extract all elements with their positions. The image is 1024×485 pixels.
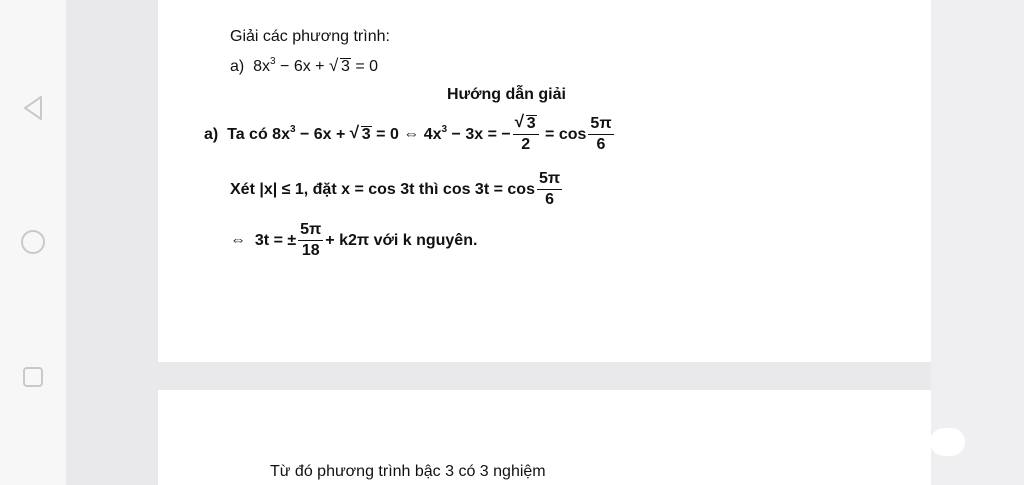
square-recents-icon [22, 366, 44, 388]
back-nav-button[interactable] [20, 95, 46, 121]
exponent: 3 [270, 56, 276, 67]
document-page-2 [158, 390, 931, 485]
problem-a [230, 58, 378, 76]
iff-symbol: ⇔ [230, 232, 246, 249]
right-margin [931, 0, 1024, 485]
fraction-5pi-over-6: $\frac{5\pi}{6}$ [590, 115, 612, 154]
fraction-5pi-over-18: $\frac{5\pi}{18}$ [300, 221, 322, 260]
solution-line-1: a) Ta có $8x^3 - 6x$ + √ 3 = 0 ⇔ $4x^3 - 3x$ = − √ 3 2 = cos $\frac{5\pi}{6}$ [204, 113, 616, 157]
problem-a-label: a) [230, 58, 245, 75]
scroll-handle[interactable] [930, 428, 965, 456]
equation-rhs: = 0 [350, 58, 379, 75]
document-page-1 [158, 0, 931, 362]
intro-text: Giải các phương trình: [230, 28, 390, 45]
sqrt-3: √ 3 [328, 56, 350, 75]
footer-text: Từ đó phương trình bậc 3 có 3 nghiệm [270, 463, 546, 480]
solution-heading: Hướng dẫn giải [447, 86, 566, 103]
triangle-back-icon [22, 95, 44, 121]
circle-home-icon [20, 229, 46, 255]
fraction-5pi-over-6-b: $\frac{5\pi}{6}$ [538, 170, 561, 209]
recents-nav-button[interactable] [20, 364, 46, 390]
term-8x: 8x [253, 58, 271, 75]
solution-label: a) [204, 126, 219, 143]
term-minus-6x: − 6x + [275, 58, 329, 75]
solution-line-2: Xét |x| ≤ 1, đặt x = cos 3t thì cos 3t = cos $\frac{5\pi}{6}$ [230, 170, 561, 209]
nav-rail [0, 0, 66, 485]
solution-line-3: ⇔ 3t = ± $\frac{5\pi}{18}$ + k2π với k nguyên. [230, 221, 478, 260]
home-nav-button[interactable] [20, 229, 46, 255]
fraction-sqrt3-over-2: √ 3 2 [513, 114, 539, 155]
sqrt-3-solution: √ 3 [349, 123, 371, 143]
